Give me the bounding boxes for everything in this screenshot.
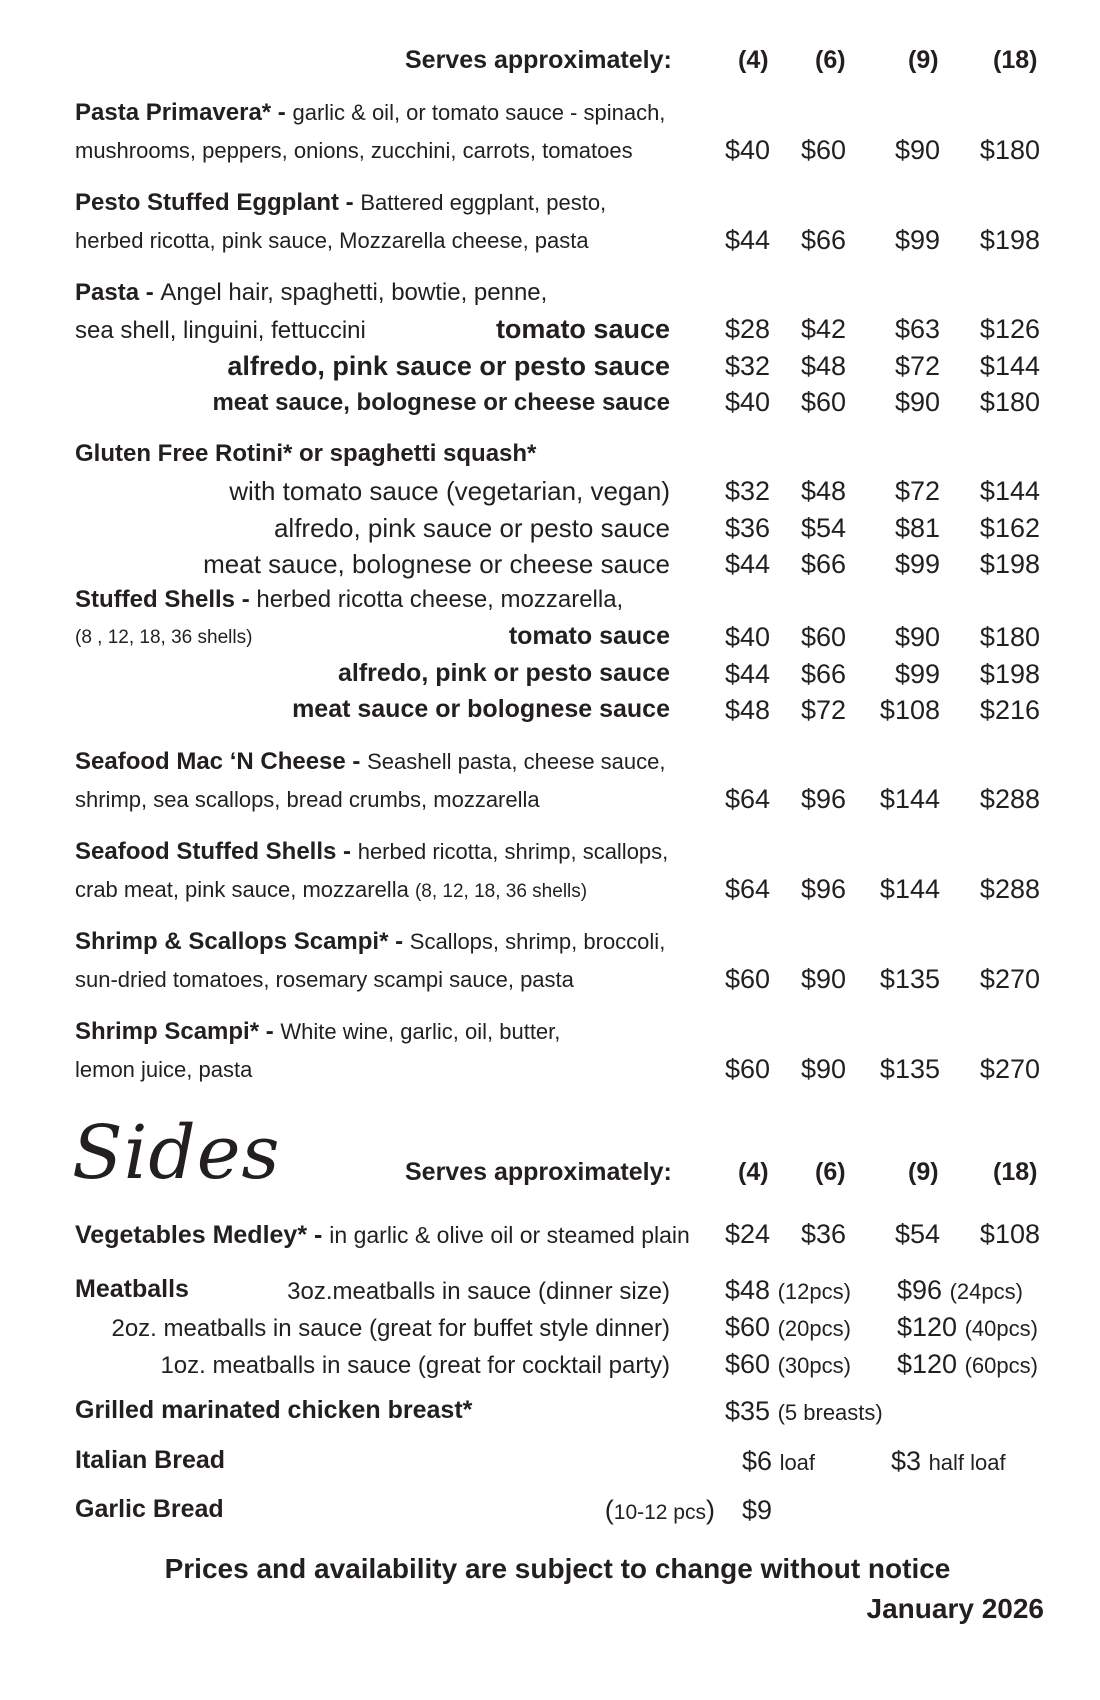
sauce-option-meat: meat sauce, bolognese or cheese sauce xyxy=(203,549,670,579)
price-6: $90 xyxy=(800,1054,846,1084)
price-6: $72 xyxy=(800,695,846,725)
price-18: $162 xyxy=(979,513,1040,543)
price-18: $216 xyxy=(979,695,1040,725)
price-9: $81 xyxy=(894,513,940,543)
item-name: Pesto Stuffed Eggplant - xyxy=(75,189,361,216)
price: $96 xyxy=(897,1275,943,1305)
item-desc-text: crab meat, pink sauce, mozzarella xyxy=(75,877,415,902)
item-desc: Seashell pasta, cheese sauce, xyxy=(367,749,666,774)
price: $60 xyxy=(725,1312,771,1342)
item-name: Pasta Primavera* - xyxy=(75,99,293,126)
sides-title: Sides xyxy=(72,1110,281,1196)
size-18: (18) xyxy=(993,1158,1038,1186)
price: $6 xyxy=(742,1446,773,1476)
menu-item-primavera xyxy=(75,101,665,125)
price: $35 xyxy=(725,1396,771,1426)
size-9: (9) xyxy=(908,46,939,74)
price-4: $40 xyxy=(724,387,770,417)
price-6: $66 xyxy=(800,659,846,689)
paren-close: ) xyxy=(706,1495,715,1525)
price-6: $96 xyxy=(800,874,846,904)
item-name: Pasta - xyxy=(75,279,161,306)
price-notice: Prices and availability are subject to change without notice xyxy=(164,1553,951,1584)
price: $60 xyxy=(725,1349,771,1379)
sauce-option-alfredo: alfredo, pink sauce or pesto sauce xyxy=(273,513,670,543)
item-desc-line2: mushrooms, peppers, onions, zucchini, carrots, tomatoes xyxy=(75,138,633,163)
price-4: $24 xyxy=(724,1219,770,1249)
garlic-bread-price: $9 xyxy=(742,1495,773,1525)
pieces: (60pcs) xyxy=(964,1353,1038,1378)
price-4: $60 xyxy=(724,1054,770,1084)
price-6: $66 xyxy=(800,225,846,255)
price-4: $32 xyxy=(724,476,770,506)
price-9: $54 xyxy=(894,1219,940,1249)
price-4: $44 xyxy=(724,659,770,689)
sauce-option-alfredo: alfredo, pink or pesto sauce xyxy=(337,659,670,687)
qty: (5 breasts) xyxy=(777,1400,883,1425)
shell-count: (8, 12, 18, 36 shells) xyxy=(414,881,588,902)
sauce-option-alfredo: alfredo, pink sauce or pesto sauce xyxy=(227,351,670,381)
meatball-price xyxy=(897,1314,1038,1341)
price-4: $40 xyxy=(724,135,770,165)
price-9: $99 xyxy=(894,225,940,255)
price-6: $48 xyxy=(800,476,846,506)
price-4: $60 xyxy=(724,964,770,994)
sauce-option-tomato: with tomato sauce (vegetarian, vegan) xyxy=(229,476,670,506)
pieces: (12pcs) xyxy=(777,1279,851,1304)
chicken-price xyxy=(725,1398,883,1425)
price-18: $126 xyxy=(979,314,1040,344)
item-desc: Angel hair, spaghetti, bowtie, penne, xyxy=(160,279,548,306)
meatball-price xyxy=(897,1277,1023,1304)
item-name: Shrimp Scampi* - xyxy=(75,1018,281,1045)
price-6: $60 xyxy=(800,387,846,417)
item-desc: White wine, garlic, oil, butter, xyxy=(280,1019,561,1044)
item-desc-line2: sun-dried tomatoes, rosemary scampi sauce, pasta xyxy=(75,967,574,992)
price-18: $270 xyxy=(979,964,1040,994)
price: $3 xyxy=(891,1446,922,1476)
sauce-option-meat: meat sauce or bolognese sauce xyxy=(292,695,670,723)
price-18: $180 xyxy=(979,387,1040,417)
item-desc: in garlic & olive oil or steamed plain xyxy=(329,1222,690,1248)
price-18: $198 xyxy=(979,549,1040,579)
item-name: Seafood Stuffed Shells - xyxy=(75,838,358,865)
price-6: $42 xyxy=(800,314,846,344)
garlic-bread-qty xyxy=(605,1497,715,1524)
side-item-meatballs: Meatballs xyxy=(75,1275,189,1303)
italian-bread-price-half xyxy=(891,1448,1006,1475)
item-desc-line2: shrimp, sea scallops, bread crumbs, mozzarella xyxy=(75,787,540,812)
price-18: $198 xyxy=(979,659,1040,689)
menu-item-shrimp-scampi xyxy=(75,1020,560,1044)
price: $120 xyxy=(897,1312,958,1342)
side-item-chicken: Grilled marinated chicken breast* xyxy=(75,1396,473,1424)
pieces: (24pcs) xyxy=(949,1279,1023,1304)
sauce-option-tomato: tomato sauce xyxy=(495,314,670,344)
price-9: $72 xyxy=(894,351,940,381)
meatball-price xyxy=(725,1351,851,1378)
item-desc: herbed ricotta, shrimp, scallops, xyxy=(357,839,669,864)
price-6: $90 xyxy=(800,964,846,994)
serves-label: Serves approximately: xyxy=(405,46,672,74)
item-name: Vegetables Medley* - xyxy=(75,1221,330,1249)
price-9: $90 xyxy=(894,135,940,165)
meatball-price xyxy=(897,1351,1038,1378)
price-6: $36 xyxy=(800,1219,846,1249)
meatball-price xyxy=(725,1277,851,1304)
paren-open: ( xyxy=(604,1495,614,1525)
item-name: Shrimp & Scallops Scampi* - xyxy=(75,928,410,955)
size-18: (18) xyxy=(993,46,1038,74)
price-4: $64 xyxy=(724,784,770,814)
price-18: $144 xyxy=(979,351,1040,381)
price-9: $135 xyxy=(879,964,940,994)
price-9: $108 xyxy=(879,695,940,725)
italian-bread-price-loaf xyxy=(742,1448,815,1475)
item-name: Seafood Mac ‘N Cheese - xyxy=(75,748,368,775)
side-item-italian-bread: Italian Bread xyxy=(75,1446,226,1474)
side-item-garlic-bread: Garlic Bread xyxy=(75,1495,224,1523)
price-18: $108 xyxy=(979,1219,1040,1249)
price-4: $28 xyxy=(724,314,770,344)
price-9: $99 xyxy=(894,549,940,579)
price-4: $64 xyxy=(724,874,770,904)
price-9: $72 xyxy=(894,476,940,506)
price-4: $36 xyxy=(724,513,770,543)
price-6: $60 xyxy=(800,135,846,165)
size-6: (6) xyxy=(815,46,846,74)
price-4: $40 xyxy=(724,622,770,652)
price-9: $63 xyxy=(894,314,940,344)
price-9: $90 xyxy=(894,387,940,417)
pieces: (40pcs) xyxy=(964,1316,1038,1341)
qty: 10-12 pcs xyxy=(613,1501,706,1524)
price-6: $96 xyxy=(800,784,846,814)
size-9: (9) xyxy=(908,1158,939,1186)
unit: loaf xyxy=(779,1450,816,1475)
price: $48 xyxy=(725,1275,771,1305)
menu-item-stuffed-shells xyxy=(75,588,623,612)
price-6: $60 xyxy=(800,622,846,652)
item-desc: Battered eggplant, pesto, xyxy=(360,190,607,215)
item-desc: Scallops, shrimp, broccoli, xyxy=(409,929,666,954)
item-desc-line2: sea shell, linguini, fettuccini xyxy=(75,317,366,344)
serves-label: Serves approximately: xyxy=(405,1158,672,1186)
size-4: (4) xyxy=(738,1158,769,1186)
price-4: $44 xyxy=(724,225,770,255)
price-9: $99 xyxy=(894,659,940,689)
price-18: $288 xyxy=(979,874,1040,904)
unit: half loaf xyxy=(928,1450,1006,1475)
menu-item-eggplant xyxy=(75,191,606,215)
size-6: (6) xyxy=(815,1158,846,1186)
side-item-vegetables xyxy=(75,1223,690,1248)
menu-item-seafood-shells xyxy=(75,840,668,864)
size-4: (4) xyxy=(738,46,769,74)
price-6: $54 xyxy=(800,513,846,543)
meatball-price xyxy=(725,1314,851,1341)
meatball-option: 2oz. meatballs in sauce (great for buffet style dinner) xyxy=(111,1315,670,1342)
price-9: $90 xyxy=(894,622,940,652)
price-18: $180 xyxy=(979,135,1040,165)
item-desc: garlic & oil, or tomato sauce - spinach, xyxy=(292,100,666,125)
price-18: $144 xyxy=(979,476,1040,506)
price-4: $48 xyxy=(724,695,770,725)
menu-item-scallops-scampi xyxy=(75,930,665,954)
price-9: $135 xyxy=(879,1054,940,1084)
price: $120 xyxy=(897,1349,958,1379)
menu-date: January 2026 xyxy=(866,1593,1044,1624)
sauce-option-meat: meat sauce, bolognese or cheese sauce xyxy=(212,389,670,416)
price-6: $48 xyxy=(800,351,846,381)
price-18: $180 xyxy=(979,622,1040,652)
item-desc-line2 xyxy=(75,879,587,901)
shell-count: (8 , 12, 18, 36 shells) xyxy=(75,627,253,648)
meatball-option: 1oz. meatballs in sauce (great for cocktail party) xyxy=(160,1352,670,1379)
menu-item-pasta xyxy=(75,281,547,305)
price-18: $288 xyxy=(979,784,1040,814)
item-desc-line2: lemon juice, pasta xyxy=(75,1057,253,1082)
item-desc-line2: herbed ricotta, pink sauce, Mozzarella cheese, pasta xyxy=(75,228,589,253)
price-18: $270 xyxy=(979,1054,1040,1084)
sauce-option-tomato: tomato sauce xyxy=(508,622,670,650)
meatball-option: 3oz.meatballs in sauce (dinner size) xyxy=(287,1278,670,1305)
price-4: $44 xyxy=(724,549,770,579)
item-name: Stuffed Shells - xyxy=(75,586,257,613)
price-4: $32 xyxy=(724,351,770,381)
pieces: (30pcs) xyxy=(777,1353,851,1378)
menu-item-gluten-free: Gluten Free Rotini* or spaghetti squash* xyxy=(75,440,537,467)
price-9: $144 xyxy=(879,784,940,814)
item-desc: herbed ricotta cheese, mozzarella, xyxy=(256,586,624,613)
menu-item-seafood-mac xyxy=(75,750,666,774)
price-6: $66 xyxy=(800,549,846,579)
pieces: (20pcs) xyxy=(777,1316,851,1341)
price-18: $198 xyxy=(979,225,1040,255)
price-9: $144 xyxy=(879,874,940,904)
